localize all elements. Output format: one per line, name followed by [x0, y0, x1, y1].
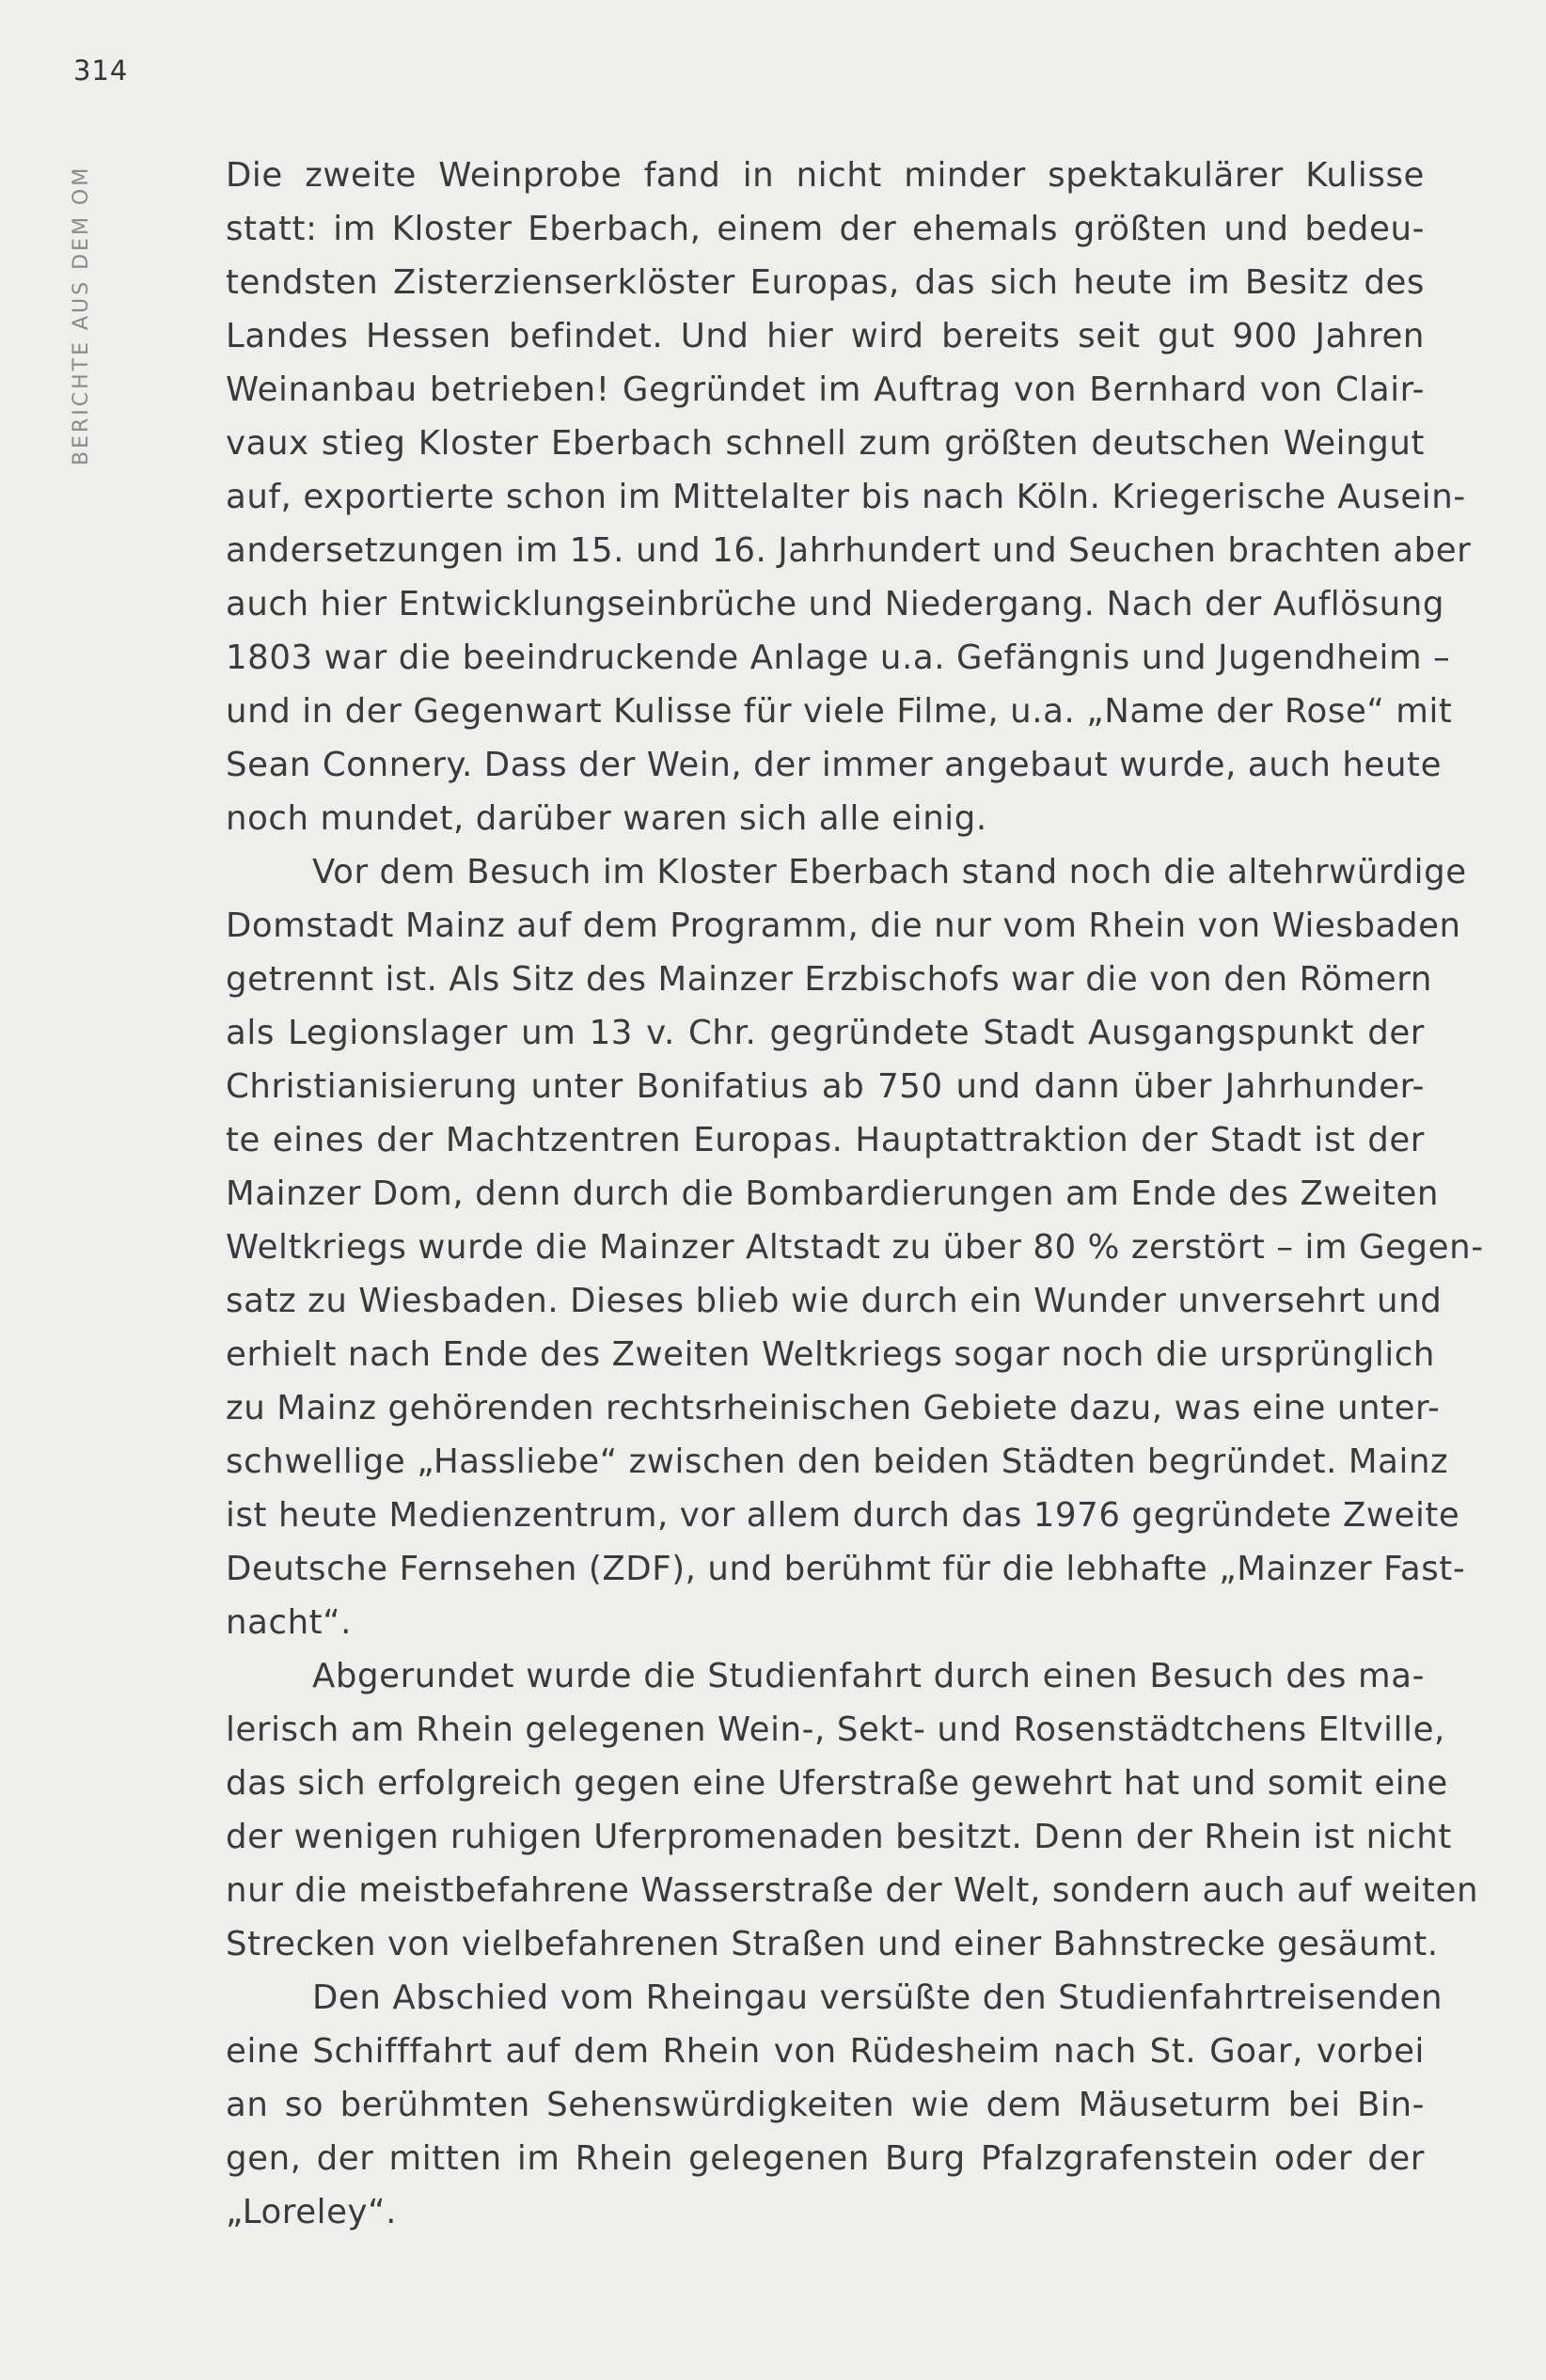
- paragraph: [226, 149, 1472, 845]
- text-line: „Loreley“.: [226, 2193, 398, 2231]
- text-line: Weinanbau betrieben! Gegründet im Auftrag von Bernhard von Clair-: [226, 370, 1425, 409]
- text-line: Mainzer Dom, denn durch die Bombardierungen am Ende des Zweiten: [226, 1174, 1440, 1213]
- text-line: an so berühmten Sehenswürdigkeiten wie dem Mäuseturm bei Bin-: [226, 2086, 1425, 2124]
- paragraph: [226, 845, 1484, 1649]
- text-line: auf, exportierte schon im Mittelalter bis nach Köln. Kriegerische Ausein-: [226, 478, 1466, 516]
- text-line: Domstadt Mainz auf dem Programm, die nur vom Rhein von Wiesbaden: [226, 906, 1461, 945]
- text-line: Strecken von vielbefahrenen Straßen und einer Bahnstrecke gesäumt.: [226, 1925, 1439, 1963]
- text-line: vaux stieg Kloster Eberbach schnell zum größten deutschen Weingut: [226, 424, 1425, 463]
- text-line: Weltkriegs wurde die Mainzer Altstadt zu über 80 % zerstört – im Gegen-: [226, 1228, 1484, 1267]
- text-line: erhielt nach Ende des Zweiten Weltkriegs sogar noch die ursprünglich: [226, 1335, 1436, 1374]
- article-body: [226, 149, 1484, 2239]
- text-line: Vor dem Besuch im Kloster Eberbach stand noch die altehrwürdige: [312, 853, 1467, 891]
- text-line: auch hier Entwicklungseinbrüche und Niedergang. Nach der Auflösung: [226, 585, 1445, 623]
- running-head: BERICHTE AUS DEM OM: [70, 165, 93, 465]
- text-line: Die zweite Weinprobe fand in nicht minder spektakulärer Kulisse: [226, 156, 1425, 195]
- text-line: Deutsche Fernsehen (ZDF), und berühmt für die lebhafte „Mainzer Fast-: [226, 1550, 1466, 1588]
- page-number: 314: [73, 55, 129, 87]
- text-line: Christianisierung unter Bonifatius ab 750 und dann über Jahrhunder-: [226, 1067, 1425, 1106]
- text-line: te eines der Machtzentren Europas. Hauptattraktion der Stadt ist der: [226, 1121, 1425, 1159]
- paragraph: [226, 1971, 1443, 2239]
- text-line: schwellige „Hassliebe“ zwischen den beiden Städten begründet. Mainz: [226, 1442, 1449, 1481]
- text-line: Abgerundet wurde die Studienfahrt durch einen Besuch des ma-: [312, 1657, 1425, 1695]
- text-line: gen, der mitten im Rhein gelegenen Burg Pfalzgrafenstein oder der: [226, 2139, 1425, 2178]
- text-line: der wenigen ruhigen Uferpromenaden besitzt. Denn der Rhein ist nicht: [226, 1818, 1452, 1856]
- text-line: ist heute Medienzentrum, vor allem durch das 1976 gegründete Zweite: [226, 1496, 1460, 1535]
- text-line: als Legionslager um 13 v. Chr. gegründete Stadt Ausgangspunkt der: [226, 1014, 1425, 1052]
- text-line: statt: im Kloster Eberbach, einem der ehemals größten und bedeu-: [226, 210, 1425, 248]
- text-line: und in der Gegenwart Kulisse für viele Filme, u.a. „Name der Rose“ mit: [226, 692, 1453, 731]
- text-line: Den Abschied vom Rheingau versüßte den Studienfahrtreisenden: [312, 1978, 1443, 2017]
- text-line: tendsten Zisterzienserklöster Europas, das sich heute im Besitz des: [226, 263, 1425, 302]
- text-line: lerisch am Rhein gelegenen Wein-, Sekt- und Rosenstädtchens Eltville,: [226, 1710, 1445, 1749]
- text-line: nur die meistbefahrene Wasserstraße der Welt, sondern auch auf weiten: [226, 1871, 1479, 1910]
- paragraph: [226, 1649, 1479, 1971]
- text-line: noch mundet, darüber waren sich alle einig.: [226, 799, 987, 838]
- text-line: nacht“.: [226, 1603, 353, 1642]
- text-line: Landes Hessen befindet. Und hier wird bereits seit gut 900 Jahren: [226, 317, 1425, 355]
- text-line: getrennt ist. Als Sitz des Mainzer Erzbischofs war die von den Römern: [226, 960, 1432, 999]
- text-line: eine Schifffahrt auf dem Rhein von Rüdesheim nach St. Goar, vorbei: [226, 2032, 1425, 2071]
- text-line: 1803 war die beeindruckende Anlage u.a. Gefängnis und Jugendheim –: [226, 638, 1451, 677]
- text-line: zu Mainz gehörenden rechtsrheinischen Gebiete dazu, was eine unter-: [226, 1389, 1441, 1427]
- text-line: Sean Connery. Dass der Wein, der immer angebaut wurde, auch heute: [226, 746, 1443, 784]
- text-line: andersetzungen im 15. und 16. Jahrhundert und Seuchen brachten aber: [226, 531, 1472, 570]
- text-line: das sich erfolgreich gegen eine Uferstraße gewehrt hat und somit eine: [226, 1764, 1448, 1803]
- text-line: satz zu Wiesbaden. Dieses blieb wie durch ein Wunder unversehrt und: [226, 1282, 1443, 1320]
